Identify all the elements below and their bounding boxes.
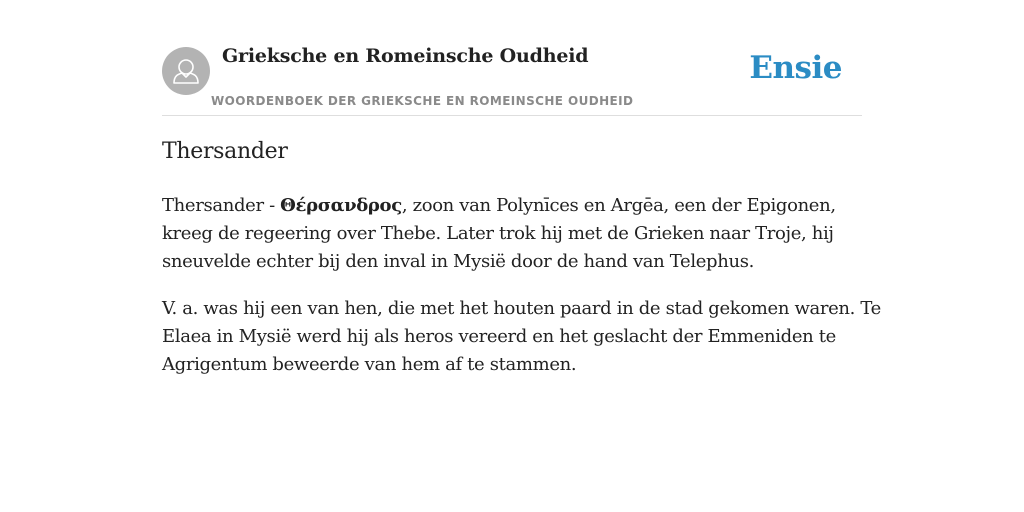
entry-paragraph-2: V. a. was hij een van hen, die met het houten paard in de stad gekomen waren. Te Elaea in Mysië werd hij als heros vereerd en het geslacht der Emmeniden te Agrigentum beweerde van hem af te stammen. [162, 298, 881, 375]
entry-body [162, 192, 882, 398]
user-outline-icon [162, 47, 210, 95]
entry-paragraph-1-text: , zoon van Polynīces en Argēa, een der Epigonen, kreeg de regeering over Thebe. Later trok hij met de Grieken naar Troje, hij sneuvelde echter bij den inval in Mysië door de hand van Telephus. [162, 195, 836, 272]
author-avatar[interactable] [162, 47, 210, 95]
site-title[interactable]: Grieksche en Romeinsche Oudheid [222, 45, 589, 67]
entry-paragraph-1 [162, 192, 882, 276]
dictionary-subtitle[interactable]: WOORDENBOEK DER GRIEKSCHE EN ROMEINSCHE OUDHEID [211, 94, 634, 108]
entry-headword: Thersander [162, 139, 288, 164]
header-divider [162, 115, 862, 116]
greek-name: Θέρσανδρος [280, 195, 402, 216]
ensie-logo[interactable]: Ensie [749, 50, 842, 86]
entry-lead: Thersander - [162, 195, 281, 216]
